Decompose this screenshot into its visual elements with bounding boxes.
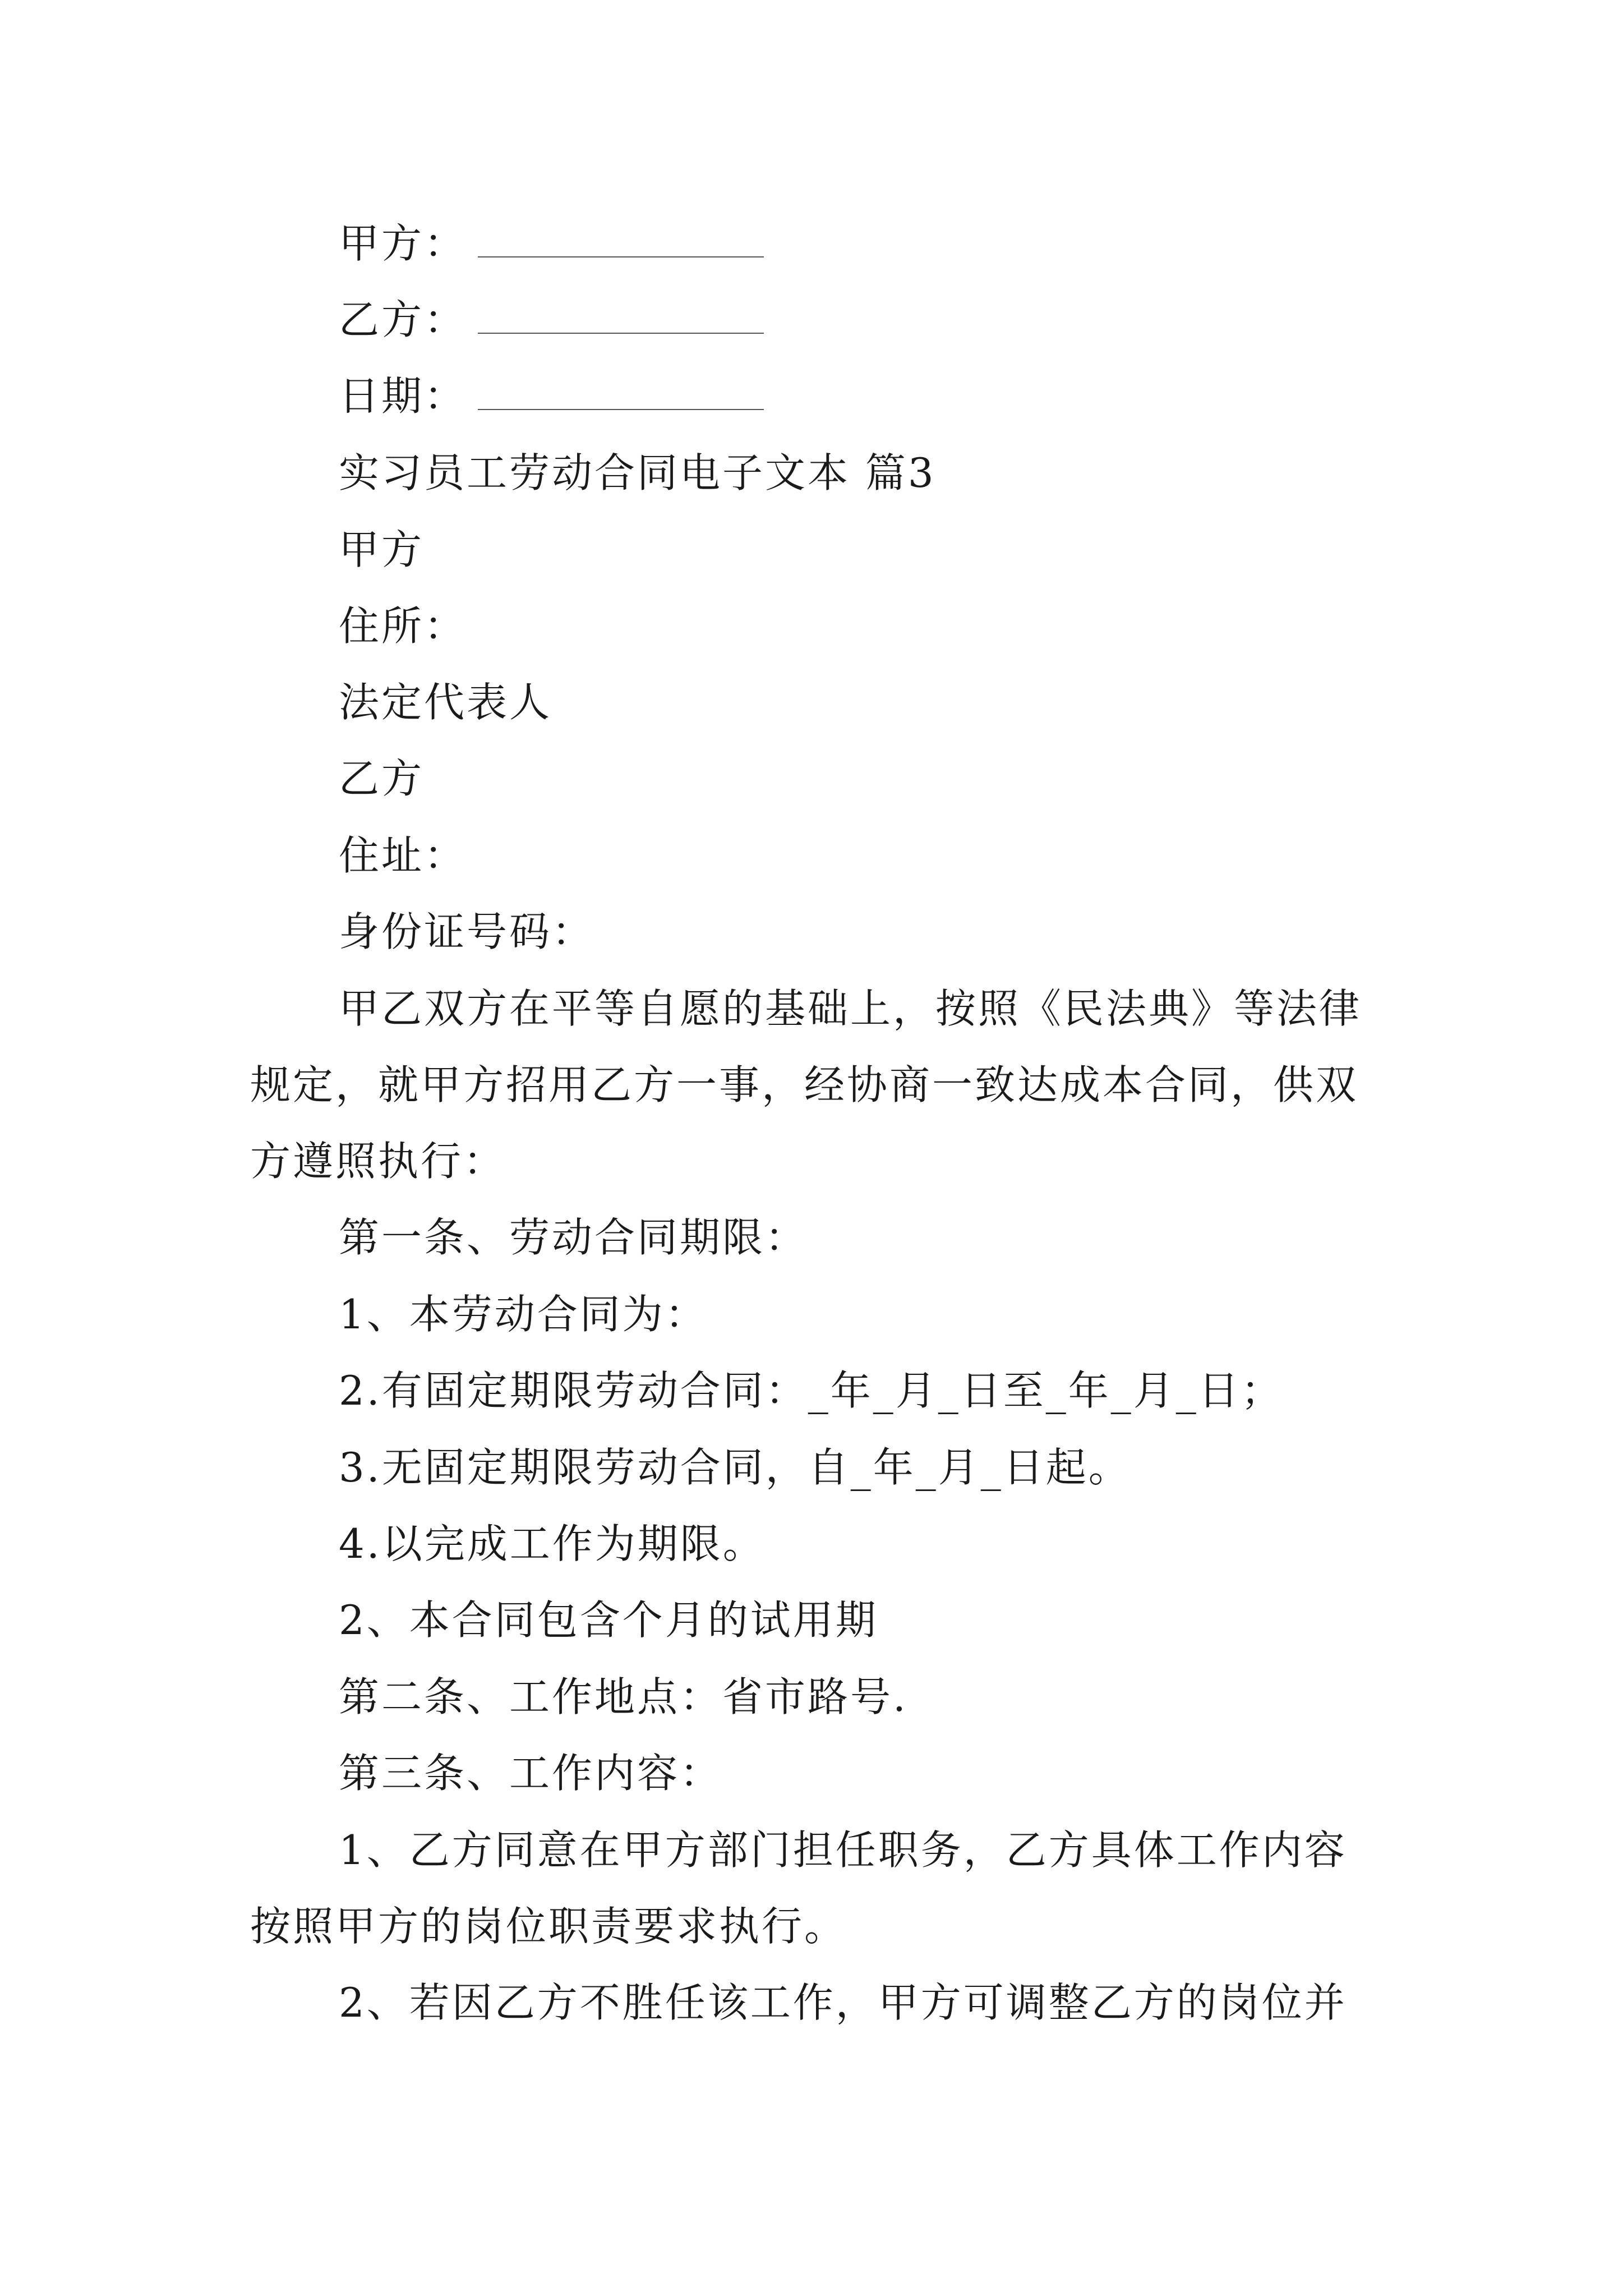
article-3-p1-line-1: 1、乙方同意在甲方部门担任职务，乙方具体工作内容 (339, 1826, 1347, 1874)
article-1-item-4: 4.以完成工作为期限。 (339, 1520, 766, 1567)
section-title: 实习员工劳动合同电子文本 篇3 (339, 449, 936, 496)
id-number: 身份证号码： (339, 908, 595, 955)
signature-party-b (339, 296, 764, 343)
signature-party-b-label: 乙方： (339, 296, 467, 343)
article-1-item-2: 2.有固定期限劳动合同：_年_月_日至_年_月_日； (339, 1367, 1284, 1414)
signature-party-a-label: 甲方： (339, 220, 467, 267)
intro-line-1: 甲乙双方在平等自愿的基础上，按照《民法典》等法律 (339, 985, 1362, 1032)
article-1-title: 第一条、劳动合同期限： (339, 1214, 808, 1261)
article-1-item-3: 3.无固定期限劳动合同，自_年_月_日起。 (339, 1444, 1131, 1491)
party-b-address: 住址： (339, 832, 467, 879)
article-2-title: 第二条、工作地点：省市路号. (339, 1673, 908, 1720)
party-a-heading: 甲方 (339, 526, 425, 573)
signature-party-a-blank (478, 256, 764, 257)
article-3-title: 第三条、工作内容： (339, 1750, 723, 1797)
article-1-probation: 2、本合同包含个月的试用期 (339, 1596, 878, 1644)
article-3-p1-line-2: 按照甲方的岗位职责要求执行。 (250, 1903, 847, 1950)
signature-date (339, 372, 764, 420)
intro-line-3: 方遵照执行： (250, 1138, 506, 1185)
legal-representative: 法定代表人 (339, 679, 552, 726)
signature-party-a (339, 220, 764, 267)
signature-party-b-blank (478, 332, 764, 334)
article-3-p2-line-1: 2、若因乙方不胜任该工作，甲方可调整乙方的岗位并 (339, 1979, 1347, 2026)
party-b-heading: 乙方 (339, 755, 425, 802)
intro-line-2: 规定，就甲方招用乙方一事，经协商一致达成本合同，供双 (250, 1061, 1359, 1108)
article-1-item-1: 1、本劳动合同为： (339, 1291, 708, 1338)
signature-date-label: 日期： (339, 372, 467, 420)
party-a-address: 住所： (339, 602, 467, 650)
signature-date-blank (478, 408, 764, 410)
